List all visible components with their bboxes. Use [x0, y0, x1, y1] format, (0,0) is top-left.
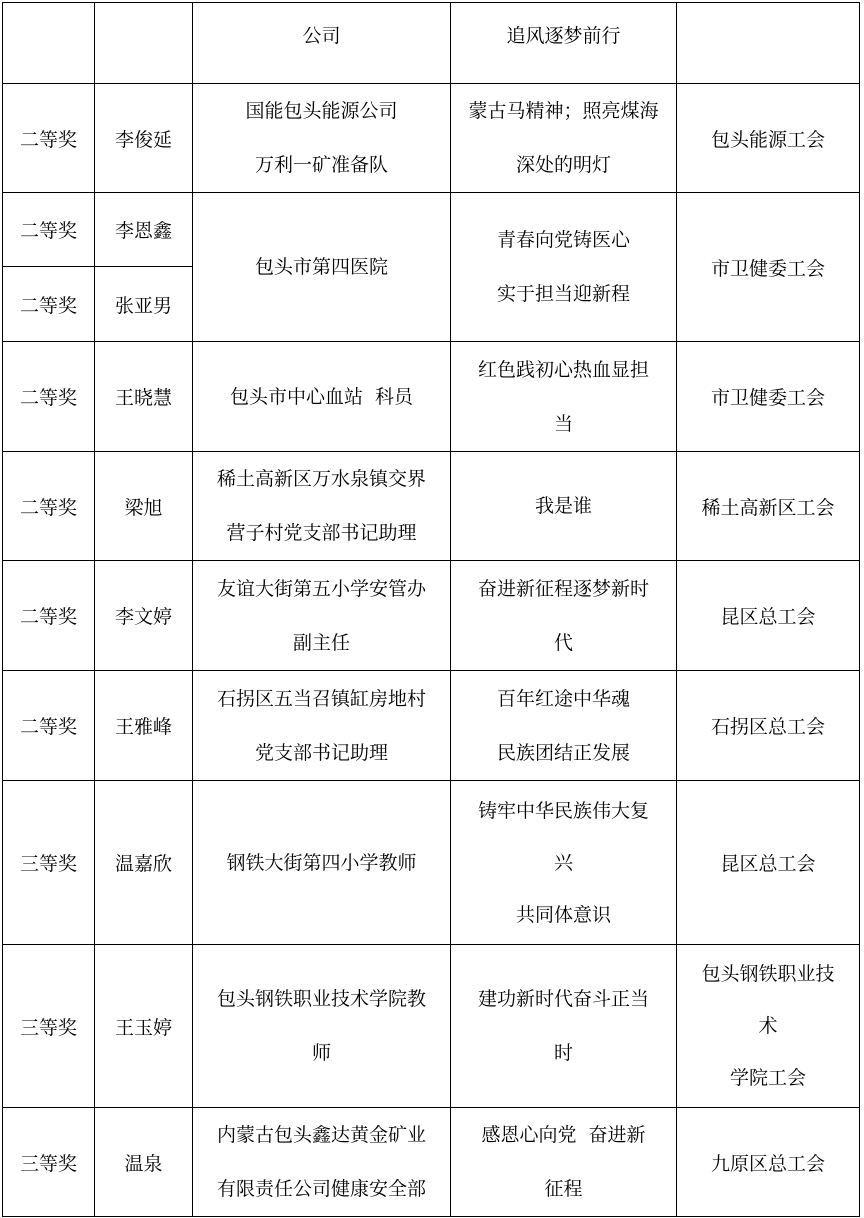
unit-line: 营子村党支部书记助理: [226, 522, 417, 544]
title-line: 红色践初心热血显担: [477, 358, 649, 381]
unit-cell: [193, 3, 451, 84]
title-line: 征程: [544, 1178, 583, 1200]
title-cell: [451, 193, 677, 342]
unit-line: 副主任: [292, 631, 350, 654]
table-row: [3, 1108, 860, 1217]
title-line: 代: [553, 631, 573, 654]
title-line: 民族团结正发展: [496, 741, 630, 764]
award-cell: 二等奖: [3, 267, 95, 342]
award-cell: 二等奖: [3, 452, 95, 561]
title-cell: [451, 945, 677, 1108]
org-line: 术: [758, 1015, 778, 1037]
title-line: 共同体意识: [515, 903, 611, 926]
title-line: 奋进新征程逐梦新时: [477, 577, 649, 600]
unit-line: 稀土高新区万水泉镇交界: [216, 468, 426, 490]
award-cell: 三等奖: [3, 945, 95, 1108]
title-cell: [451, 452, 677, 561]
table-row: [3, 193, 860, 267]
award-cell: 二等奖: [3, 84, 95, 193]
org-cell: [677, 945, 860, 1108]
org-cell: 稀土高新区工会: [677, 452, 860, 561]
title-line: 我是谁: [534, 495, 592, 517]
title-line: 时: [553, 1042, 573, 1064]
title-line: 兴: [553, 851, 573, 874]
unit-line: 包头市中心血站 科员: [229, 385, 414, 408]
table-row: [3, 781, 860, 945]
unit-cell: [193, 945, 451, 1108]
title-line: 深处的明灯: [515, 154, 611, 176]
name-cell: 李恩鑫: [95, 193, 193, 267]
org-cell: 九原区总工会: [677, 1108, 860, 1217]
title-cell: [451, 3, 677, 84]
org-cell: 包头能源工会: [677, 84, 860, 193]
name-cell: 王晓慧: [95, 342, 193, 452]
unit-line: 有限责任公司健康安全部: [216, 1178, 426, 1200]
name-cell: 温嘉欣: [95, 781, 193, 945]
title-line: 蒙古马精神；照亮煤海: [468, 100, 659, 122]
table-row: [3, 945, 860, 1108]
unit-cell: [193, 452, 451, 561]
table-row: [3, 452, 860, 561]
unit-cell: [193, 193, 451, 342]
title-line: 实于担当迎新程: [496, 283, 630, 305]
unit-line: 师: [311, 1042, 331, 1064]
award-cell: 二等奖: [3, 561, 95, 671]
unit-line: 包头市第四医院: [254, 256, 388, 278]
unit-line: 包头钢铁职业技术学院教: [216, 988, 426, 1010]
name-cell: 张亚男: [95, 267, 193, 342]
table-row: [3, 671, 860, 781]
title-cell: [451, 781, 677, 945]
title-line: 追风逐梦前行: [506, 25, 621, 47]
name-cell: 梁旭: [95, 452, 193, 561]
title-line: 青春向党铸医心: [496, 229, 630, 251]
title-line: 百年红途中华魂: [496, 687, 630, 710]
name-cell: 王玉婷: [95, 945, 193, 1108]
name-cell: 温泉: [95, 1108, 193, 1217]
table-row: [3, 342, 860, 452]
award-cell: 二等奖: [3, 193, 95, 267]
award-cell: 二等奖: [3, 342, 95, 452]
title-line: 感恩心向党 奋进新: [481, 1124, 646, 1146]
unit-line: 钢铁大街第四小学教师: [226, 851, 417, 874]
title-cell: [451, 84, 677, 193]
unit-line: 石拐区五当召镇缸房地村: [216, 687, 426, 710]
org-line: 学院工会: [729, 1067, 806, 1089]
name-cell: [95, 3, 193, 84]
unit-line: 党支部书记助理: [254, 741, 388, 764]
unit-line: 国能包头能源公司: [245, 100, 398, 122]
title-line: 当: [553, 412, 573, 435]
table-row: [3, 84, 860, 193]
award-cell: 三等奖: [3, 1108, 95, 1217]
org-cell: 昆区总工会: [677, 781, 860, 945]
title-line: 铸牢中华民族伟大复: [477, 799, 649, 822]
award-cell: 二等奖: [3, 671, 95, 781]
table-row: [3, 561, 860, 671]
table-row: [3, 3, 860, 84]
unit-cell: [193, 671, 451, 781]
name-cell: 李俊延: [95, 84, 193, 193]
title-cell: [451, 561, 677, 671]
award-cell: 三等奖: [3, 781, 95, 945]
unit-cell: [193, 781, 451, 945]
unit-line: 内蒙古包头鑫达黄金矿业: [216, 1124, 426, 1146]
unit-cell: [193, 1108, 451, 1217]
title-cell: [451, 342, 677, 452]
name-cell: 李文婷: [95, 561, 193, 671]
title-line: 建功新时代奋斗正当: [477, 988, 649, 1010]
awards-table: [2, 2, 860, 1217]
org-cell: 市卫健委工会: [677, 193, 860, 342]
unit-line: 万利一矿准备队: [254, 154, 388, 176]
unit-cell: [193, 561, 451, 671]
unit-cell: [193, 342, 451, 452]
org-cell: 石拐区总工会: [677, 671, 860, 781]
org-cell: 昆区总工会: [677, 561, 860, 671]
title-cell: [451, 671, 677, 781]
award-cell: [3, 3, 95, 84]
org-cell: 市卫健委工会: [677, 342, 860, 452]
name-cell: 王雅峰: [95, 671, 193, 781]
unit-cell: [193, 84, 451, 193]
org-line: 包头钢铁职业技: [701, 963, 835, 985]
org-cell: [677, 3, 860, 84]
unit-line: 公司: [302, 25, 341, 47]
unit-line: 友谊大街第五小学安管办: [216, 577, 426, 600]
title-cell: [451, 1108, 677, 1217]
